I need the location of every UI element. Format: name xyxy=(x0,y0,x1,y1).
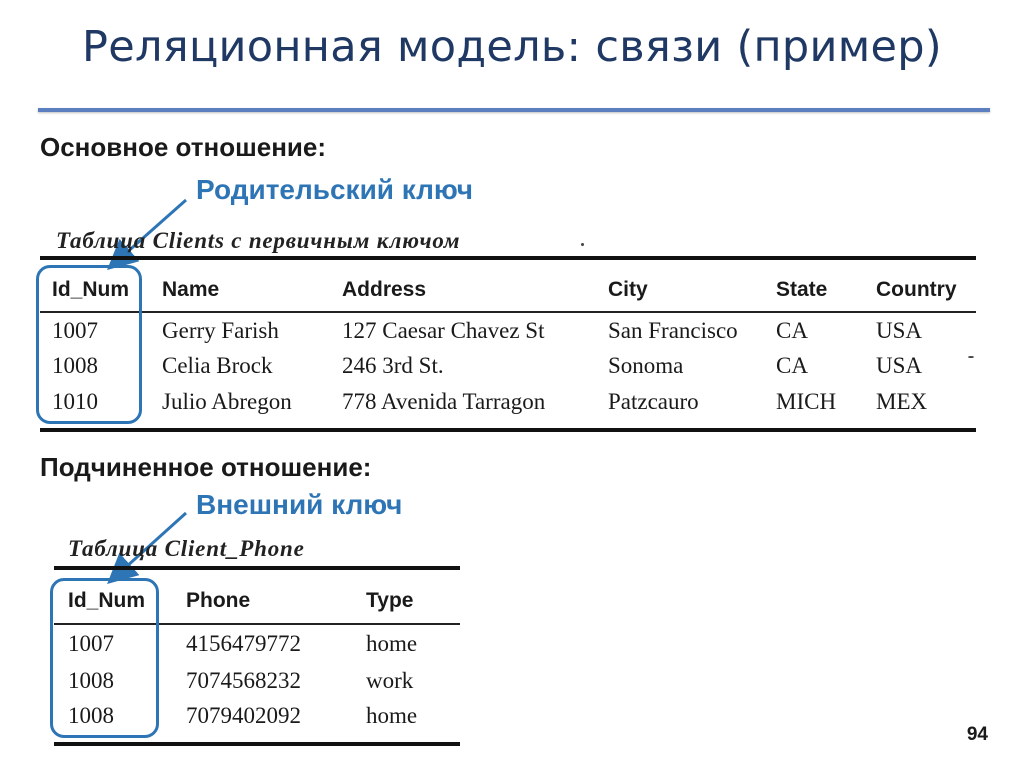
cell-type: home xyxy=(366,631,418,656)
header-phone: Phone xyxy=(186,589,251,612)
cell-id-num: 1010 xyxy=(52,389,98,414)
cell-state: CA xyxy=(776,353,808,378)
cell-address: 778 Avenida Tarragon xyxy=(342,389,546,414)
cell-state: CA xyxy=(776,318,808,343)
cell-city: Sonoma xyxy=(608,353,684,378)
cell-id-num: 1008 xyxy=(68,668,114,693)
cell-address: 246 3rd St. xyxy=(342,353,444,378)
header-address: Address xyxy=(342,278,427,301)
cell-name: Julio Abregon xyxy=(162,389,292,414)
header-type: Type xyxy=(366,589,414,612)
page-number: 94 xyxy=(966,724,988,745)
cell-id-num: 1008 xyxy=(52,353,98,378)
cell-address: 127 Caesar Chavez St xyxy=(342,318,545,343)
parent-table-caption: Таблица Clients с первичным ключом xyxy=(56,228,461,253)
cell-country: USA xyxy=(876,353,923,378)
cell-country: MEX xyxy=(876,389,928,414)
cell-state: MICH xyxy=(776,389,837,414)
cell-phone: 7079402092 xyxy=(186,703,301,728)
slide-title: Реляционная модель: связи (пример) xyxy=(82,22,942,72)
cell-city: San Francisco xyxy=(608,318,738,343)
child-key-label: Внешний ключ xyxy=(196,489,403,520)
child-table-bottom-rule xyxy=(54,742,460,746)
cell-phone: 7074568232 xyxy=(186,668,301,693)
cell-id-num: 1007 xyxy=(68,631,114,656)
header-id-num: Id_Num xyxy=(68,589,146,612)
foreign-key-highlight xyxy=(50,578,159,738)
child-table-caption: Таблица Client_Phone xyxy=(68,536,305,561)
cell-id-num: 1008 xyxy=(68,703,114,728)
cell-country: USA xyxy=(876,318,923,343)
parent-key-label: Родительский ключ xyxy=(196,174,474,205)
header-country: Country xyxy=(876,278,957,301)
cell-city: Patzcauro xyxy=(608,389,699,414)
header-state: State xyxy=(776,278,828,301)
parent-relation-heading: Основное отношение: xyxy=(40,132,327,162)
cell-type: home xyxy=(366,703,418,728)
header-id-num: Id_Num xyxy=(52,278,130,301)
cell-phone: 4156479772 xyxy=(186,631,301,656)
child-table-top-rule xyxy=(54,566,460,570)
cell-name: Gerry Farish xyxy=(162,318,279,343)
header-city: City xyxy=(608,278,648,301)
header-name: Name xyxy=(162,278,220,301)
child-relation-heading: Подчиненное отношение: xyxy=(40,452,372,482)
cell-id-num: 1007 xyxy=(52,318,98,343)
cell-name: Celia Brock xyxy=(162,353,273,378)
cell-type: work xyxy=(366,668,414,693)
